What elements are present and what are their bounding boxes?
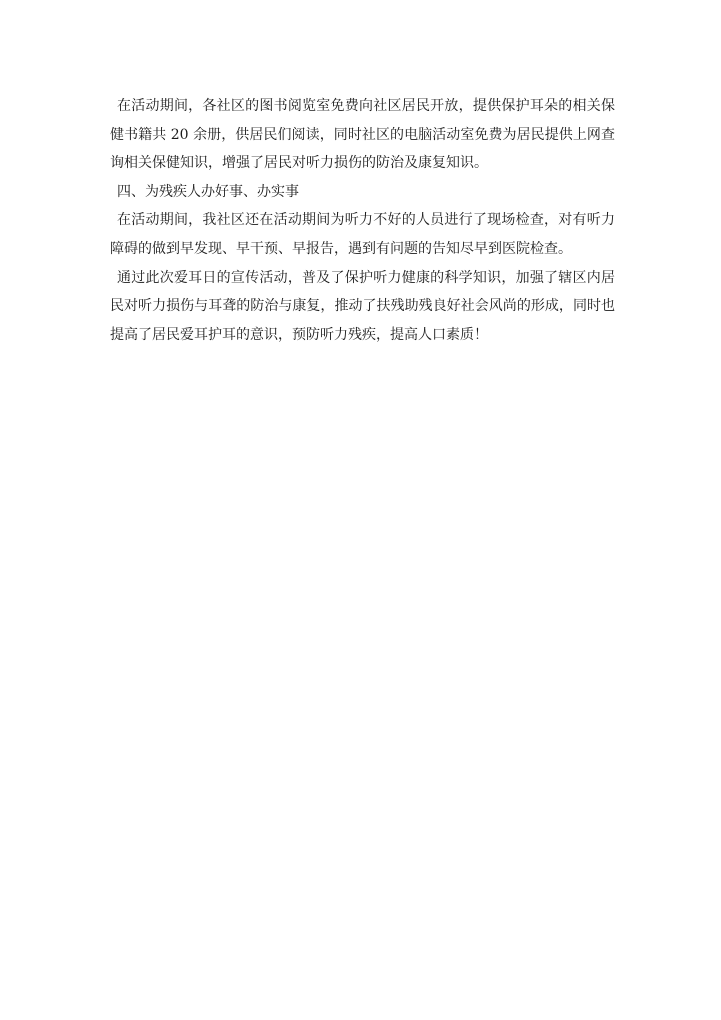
paragraph-conclusion: 通过此次爱耳日的宣传活动，普及了保护听力健康的科学知识，加强了辖区内居民对听力损伤与耳聋的防治与康复，推动了扶残助残良好社会风尚的形成，同时也提高了居民爱耳护耳的意识，预防听力残疾，提高人口素质！ (110, 269, 615, 343)
paragraph-library-service: 在活动期间，各社区的图书阅览室免费向社区居民开放，提供保护耳朵的相关保健书籍共 20 余册，供居民们阅读，同时社区的电脑活动室免费为居民提供上网查询相关保健知识，增强了居民对听力损伤的防治及康复知识。 (110, 98, 615, 172)
document-body (110, 92, 615, 349)
section-heading-help-disabled: 四、为残疾人办好事、办实事 (117, 183, 299, 200)
paragraph-hearing-check: 在活动期间，我社区还在活动期间为听力不好的人员进行了现场检查，对有听力障碍的做到早发现、早干预、早报告，遇到有问题的告知尽早到医院检查。 (110, 212, 615, 257)
